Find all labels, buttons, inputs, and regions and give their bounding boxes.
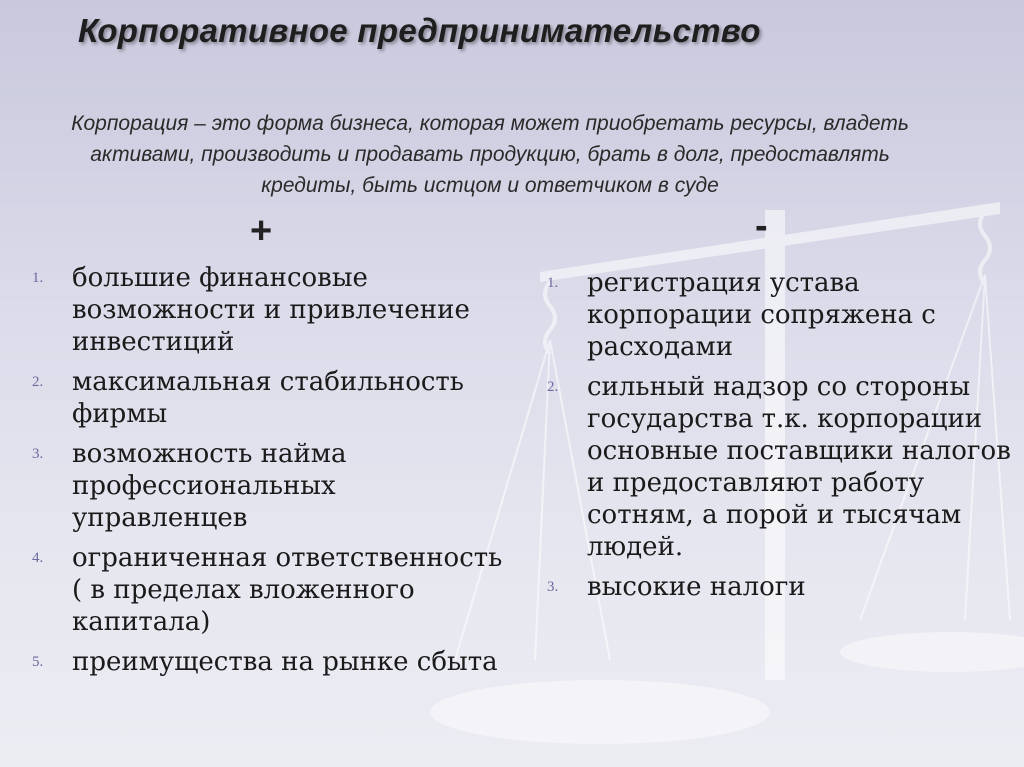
list-number: 3. (547, 579, 559, 595)
minus-heading: - (755, 205, 768, 247)
list-number: 5. (32, 654, 44, 670)
list-item (30, 542, 510, 638)
list-number: 2. (32, 374, 44, 390)
plus-heading: + (250, 210, 273, 252)
list-number: 3. (32, 446, 44, 462)
page-title: Корпоративное предпринимательство (78, 12, 761, 49)
disadvantages-list (545, 267, 1015, 611)
list-number: 1. (547, 275, 559, 291)
list-item (30, 366, 510, 430)
list-item-text: большие финансовые возможности и привлечение инвестиций (72, 263, 470, 357)
list-item-text: преимущества на рынке сбыта (72, 647, 498, 677)
list-item-text: максимальная стабильность фирмы (72, 367, 464, 429)
list-item-text: ограниченная ответственность ( в пределах вложенного капитала) (72, 543, 503, 637)
definition-text: Корпорация – это форма бизнеса, которая может приобретать ресурсы, владеть активами, производить и продавать продукцию, брать в долг, предоставлять кредиты, быть истцом и ответчиком в суде (71, 112, 909, 197)
list-item (30, 262, 510, 358)
list-number: 2. (547, 379, 559, 395)
list-item-text: возможность найма профессиональных управленцев (72, 439, 347, 533)
list-number: 4. (32, 550, 44, 566)
list-item (545, 267, 1015, 363)
list-item (545, 371, 1015, 563)
list-item (30, 646, 510, 678)
list-number: 1. (32, 270, 44, 286)
list-item-text: высокие налоги (587, 572, 806, 602)
list-item (30, 438, 510, 534)
list-item-text: регистрация устава корпорации сопряжена с расходами (587, 268, 936, 362)
list-item-text: сильный надзор со стороны государства т.к. корпорации основные поставщики налогов и предоставляют работу сотням, а порой и тысячам людей. (587, 372, 1011, 562)
advantages-list (30, 262, 510, 686)
list-item (545, 571, 1015, 603)
